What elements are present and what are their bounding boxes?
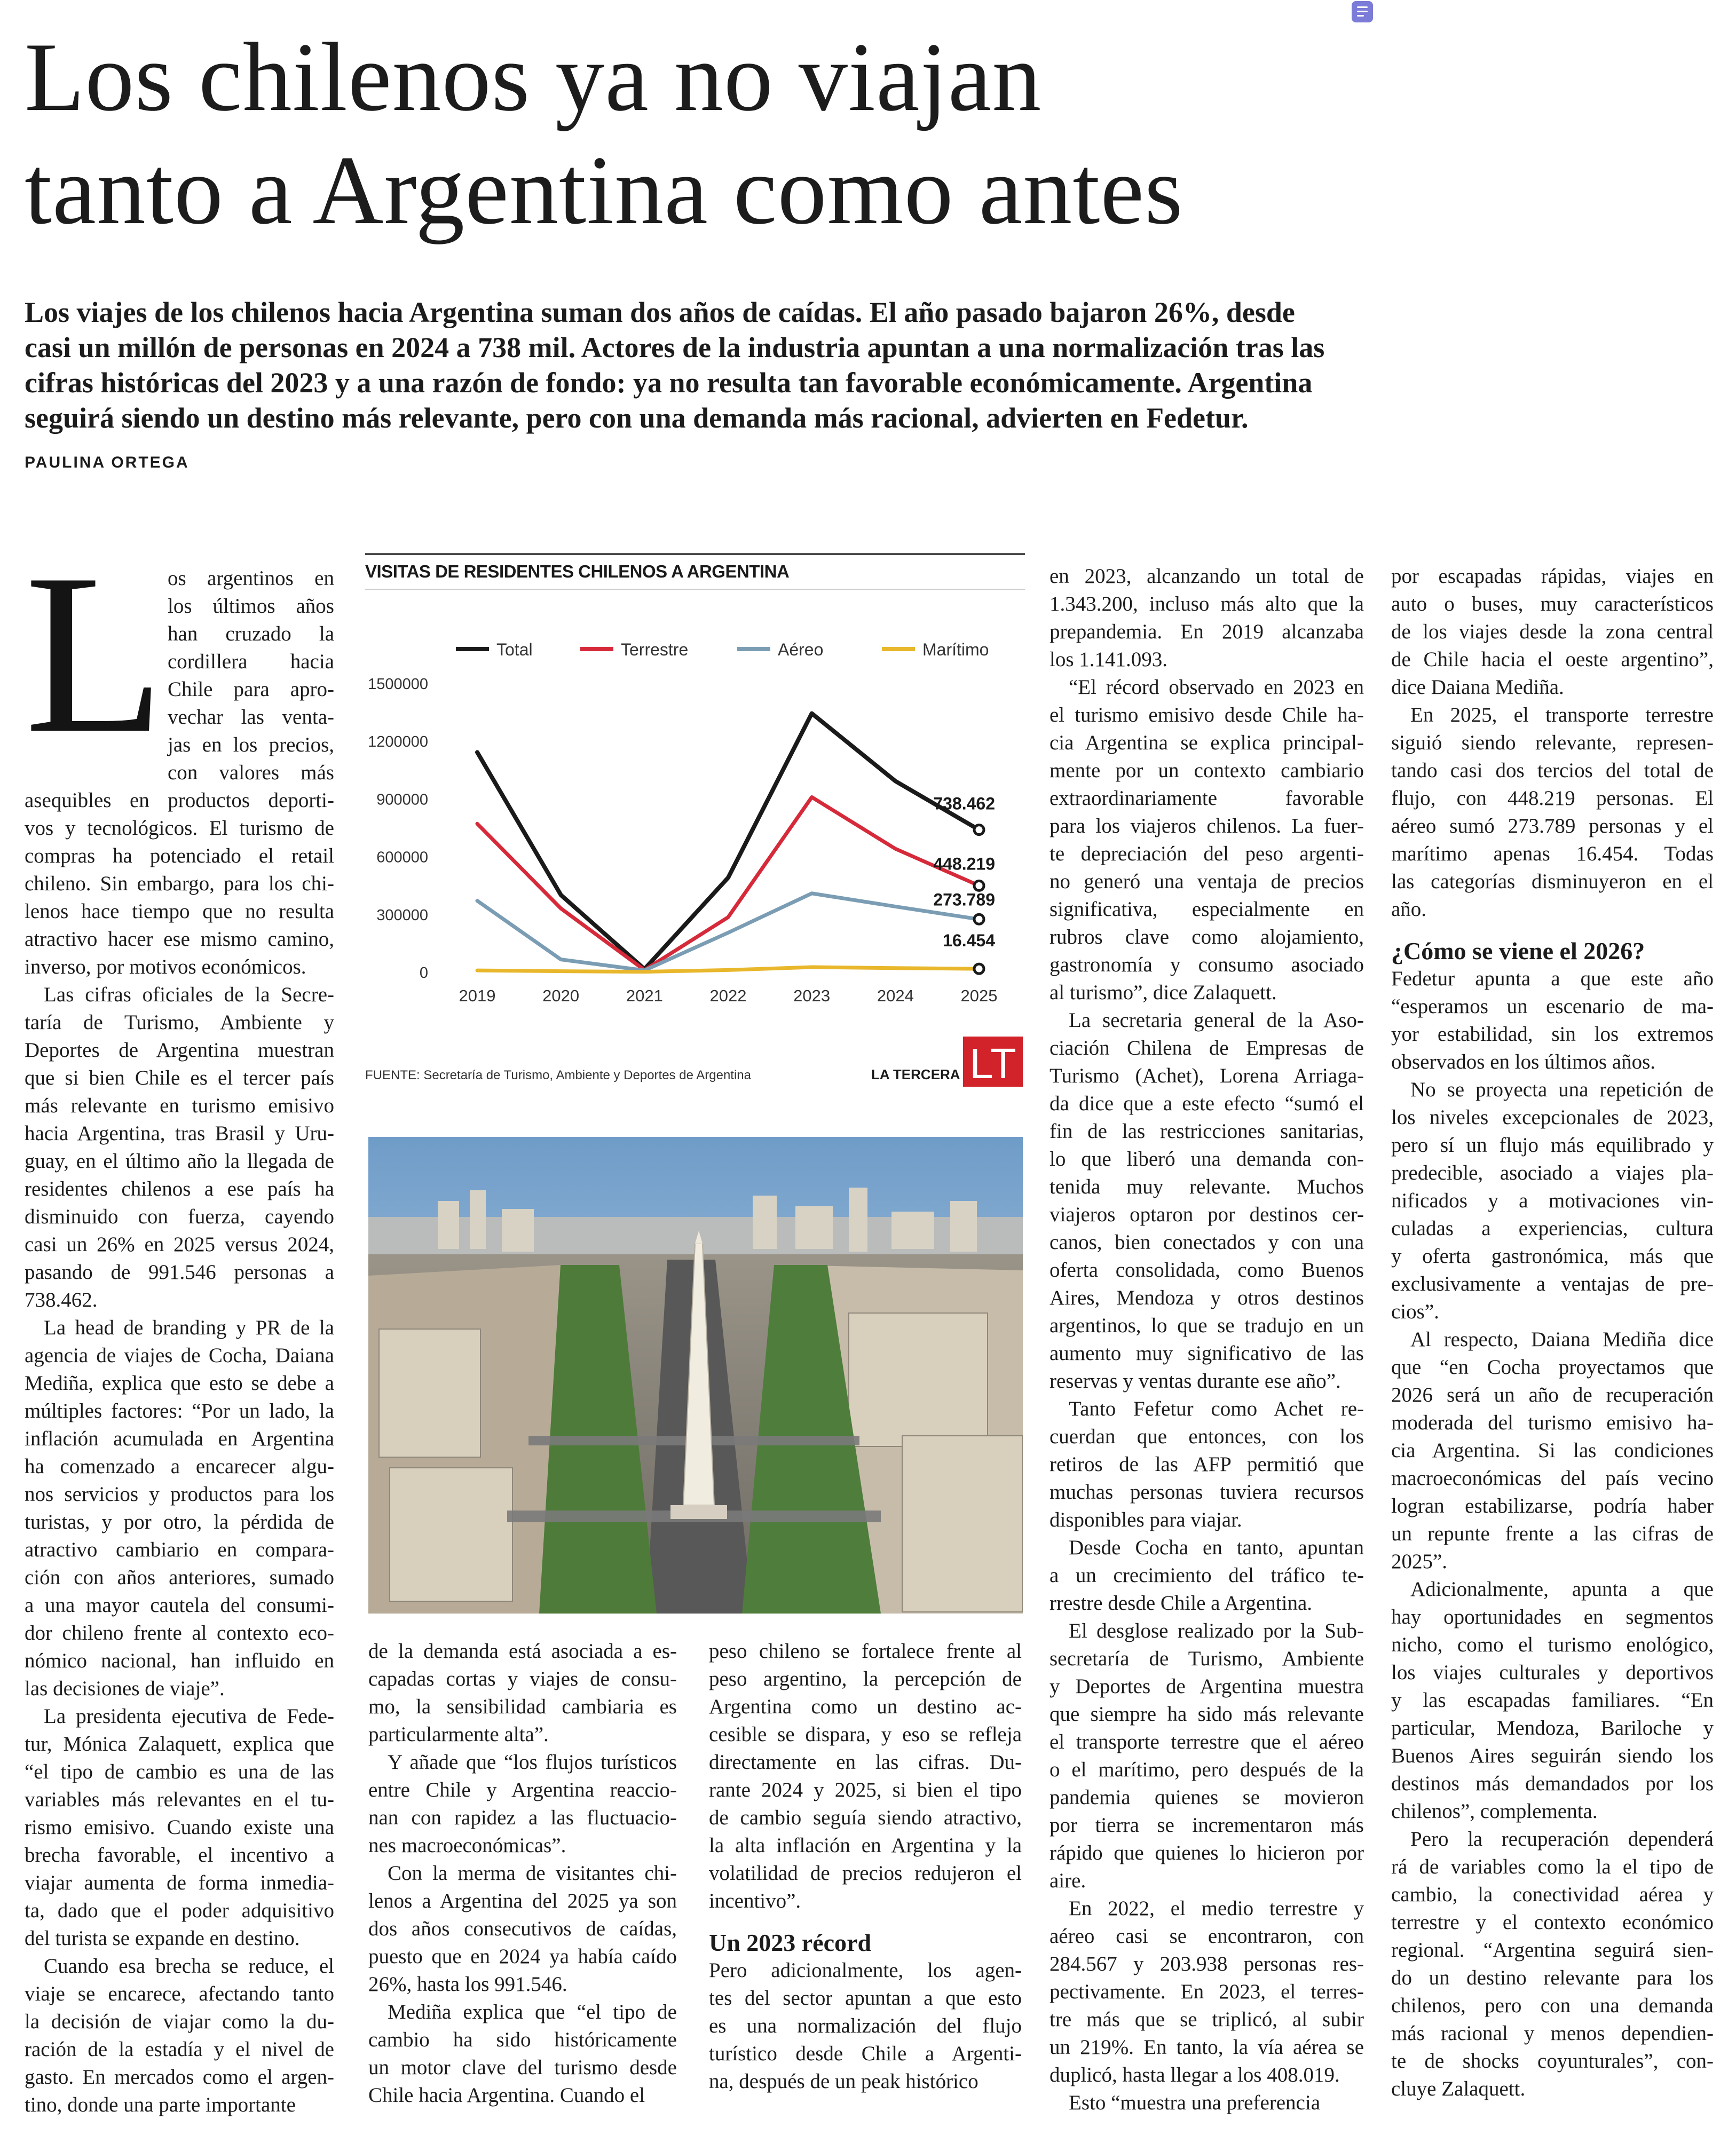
article-line: las categorías disminuyeron en el	[1391, 870, 1714, 893]
y-tick-label: 600000	[376, 849, 428, 866]
article-line: pero sí un flujo más equilibrado y	[1391, 1134, 1714, 1157]
article-line: inflación acumulada en Argentina	[25, 1427, 334, 1450]
lede-line: casi un millón de personas en 2024 a 738 mil. Actores de la industria apuntan a una normalización tras las	[25, 331, 1325, 363]
article-line: más relevante en turismo emisivo	[25, 1094, 334, 1117]
article-line: 738.462.	[25, 1288, 98, 1311]
article-line: o el marítimo, pero después de la	[1050, 1758, 1364, 1781]
article-line: do un destino relevante para los	[1391, 1966, 1714, 1989]
article-line: cia Argentina. Si las condiciones	[1391, 1439, 1714, 1462]
article-line: y Deportes de Argentina muestra	[1050, 1675, 1364, 1698]
article-line: regional. “Argentina seguirá sien-	[1391, 1939, 1714, 1962]
article-line: “esperamos un escenario de ma-	[1391, 995, 1714, 1018]
article-line: aéreo casi se encontraron, con	[1050, 1925, 1364, 1948]
article-line: incentivo”.	[709, 1889, 801, 1912]
article-line: dice Daiana Mediña.	[1391, 676, 1564, 699]
article-line: han cruzado la	[168, 622, 334, 645]
article-line: los últimos años	[168, 595, 334, 618]
article-line: No se proyecta una repetición de	[1410, 1078, 1714, 1101]
article-line: ción con años anteriores, sumado	[25, 1566, 334, 1589]
lede-line: Los viajes de los chilenos hacia Argentina suman dos años de caídas. El año pasado bajaron 26%, desde	[25, 296, 1295, 328]
article-line: asequibles en productos deporti-	[25, 789, 334, 812]
article-line: dos años consecutivos de caídas,	[368, 1917, 677, 1940]
article-line: nan con rapidez a las fluctuacio-	[368, 1806, 677, 1829]
article-line: aéreo sumó 273.789 personas y el	[1391, 815, 1714, 837]
article-line: un 219%. En tanto, la vía aérea se	[1050, 2036, 1364, 2059]
article-line: casi un 26% en 2025 versus 2024,	[25, 1233, 334, 1256]
article-line: de la demanda está asociada a es-	[368, 1640, 677, 1663]
article-line: Tanto Fefetur como Achet re-	[1069, 1397, 1364, 1420]
article-line: que siempre ha sido más relevante	[1050, 1703, 1364, 1726]
article-line: aumento muy significativo de las	[1050, 1342, 1364, 1365]
article-line: viajeros optaron por destinos cer-	[1050, 1203, 1364, 1226]
article-line: Cuando esa brecha se reduce, el	[44, 1955, 334, 1978]
article-line: moderada del turismo emisivo ha-	[1391, 1411, 1714, 1434]
headline-line: Los chilenos ya no viajan	[25, 22, 1042, 131]
article-line: la decisión de viajar como la du-	[25, 2010, 334, 2033]
article-line: con valores más	[168, 761, 334, 784]
headline	[25, 20, 1183, 247]
line-chart	[365, 553, 1025, 1087]
article-line: rismo emisivo. Cuando existe una	[25, 1816, 334, 1839]
article-line: tes del sector apuntan a que esto	[709, 1987, 1022, 2010]
article-line: variables más relevantes en el tu-	[25, 1788, 334, 1811]
article-line: de Chile hacia el oeste argentino”,	[1391, 648, 1714, 671]
lede	[25, 295, 1324, 436]
article-line: Turismo (Achet), Lorena Arriaga-	[1050, 1064, 1364, 1087]
article-line: ta, dado que el poder adquisitivo	[25, 1899, 334, 1922]
article-line: duplicó, hasta llegar a los 408.019.	[1050, 2063, 1340, 2086]
article-line: cuerdan que entonces, con los	[1050, 1425, 1364, 1448]
article-line: Desde Cocha en tanto, apuntan	[1069, 1536, 1364, 1559]
article-line: un motor clave del turismo desde	[368, 2056, 677, 2079]
article-line: tenida muy relevante. Muchos	[1050, 1175, 1364, 1198]
article-line: tando casi dos tercios del total de	[1391, 759, 1714, 782]
article-line: al turismo”, dice Zalaquett.	[1050, 981, 1277, 1004]
article-line: jas en los precios,	[168, 733, 334, 756]
article-line: a un crecimiento del tráfico te-	[1050, 1564, 1364, 1587]
article-line: terrestre y el contexto económico	[1391, 1911, 1714, 1934]
legend-label: Terrestre	[621, 640, 689, 659]
byline: PAULINA ORTEGA	[25, 454, 190, 471]
headline-line: tanto a Argentina como antes	[25, 136, 1183, 244]
article-line: hacia Argentina, tras Brasil y Uru-	[25, 1122, 334, 1145]
article-line: Buenos Aires seguirán siendo los	[1391, 1744, 1714, 1767]
article-line: nos servicios y productos para los	[25, 1483, 334, 1506]
article-line: el turismo emisivo desde Chile ha-	[1050, 703, 1364, 726]
article-line: de los viajes desde la zona central	[1391, 620, 1714, 643]
series-line-2	[477, 893, 979, 970]
article-line: lo que liberó una demanda con-	[1050, 1148, 1364, 1171]
article-line: viaje se encarece, afectando tanto	[25, 1982, 334, 2005]
y-tick-label: 1500000	[368, 676, 428, 693]
article-line: Deportes de Argentina muestran	[25, 1039, 334, 1062]
article-line: flujo, con 448.219 personas. El	[1391, 787, 1714, 810]
article-line: Fedetur apunta a que este año	[1391, 967, 1714, 990]
article-line: mente por un contexto cambiario	[1050, 759, 1364, 782]
article-line: rá de variables como la el tipo de	[1391, 1855, 1714, 1878]
article-line: ha comenzado a encarecer algu-	[25, 1455, 334, 1478]
x-tick-label: 2019	[459, 986, 496, 1005]
article-line: yor estabilidad, sin los extremos	[1391, 1023, 1714, 1046]
article-line: directamente en las cifras. Du-	[709, 1751, 1022, 1774]
article-line: En 2025, el transporte terrestre	[1410, 703, 1714, 726]
article-line: entre Chile y Argentina reaccio-	[368, 1778, 677, 1801]
article-line: compras ha potenciado el retail	[25, 844, 334, 867]
article-line: exclusivamente a ventajas de pre-	[1391, 1272, 1714, 1295]
article-line: es una normalización del flujo	[709, 2014, 1022, 2037]
section-heading: Un 2023 récord	[709, 1929, 872, 1956]
article-line: chilenos”, complementa.	[1391, 1800, 1598, 1823]
article-line: extraordinariamente favorable	[1050, 787, 1364, 810]
article-line: cesible se dispara, y eso se refleja	[709, 1723, 1022, 1746]
article-line: Las cifras oficiales de la Secre-	[44, 983, 334, 1006]
article-line: más racional y menos dependien-	[1391, 2022, 1714, 2045]
article-line: culadas a experiencias, cultura	[1391, 1217, 1714, 1240]
article-line: puesto que en 2024 ya había caído	[368, 1945, 677, 1968]
article-line: 2025”.	[1391, 1550, 1448, 1573]
article-line: prepandemia. En 2019 alcanzaba	[1050, 620, 1364, 643]
article-line: Pero adicionalmente, los agen-	[709, 1959, 1022, 1982]
article-line: cia Argentina se explica principal-	[1050, 731, 1364, 754]
article-line: 2026 será un año de recuperación	[1391, 1383, 1714, 1406]
article-line: pasando de 991.546 personas a	[25, 1261, 334, 1284]
article-line: lenos hace tiempo que no resulta	[25, 900, 334, 923]
obelisco-photo	[368, 1137, 1023, 1614]
chart-credit: LA TERCERA	[871, 1066, 960, 1082]
article-line: del turista se expande en destino.	[25, 1927, 300, 1950]
article-line: año.	[1391, 898, 1427, 921]
article-line: siguió siendo relevante, represen-	[1391, 731, 1714, 754]
x-tick-label: 2024	[877, 986, 914, 1005]
article-line: significativa, especialmente en	[1050, 898, 1364, 921]
article-line: vos y tecnológicos. El turismo de	[25, 817, 334, 840]
article-line: observados en los últimos años.	[1391, 1050, 1656, 1073]
article-line: taría de Turismo, Ambiente y	[25, 1011, 334, 1034]
article-line: te de shocks coyunturales”, con-	[1391, 2050, 1714, 2073]
article-line: da dice que a este efecto “sumó el	[1050, 1092, 1364, 1115]
article-line: peso chileno se fortalece frente al	[709, 1640, 1022, 1663]
article-line: cambio, la conectividad aérea y	[1391, 1883, 1714, 1906]
article-line: Pero la recuperación dependerá	[1410, 1828, 1714, 1851]
end-value-label: 448.219	[933, 854, 995, 874]
article-line: retiros de las AFP permitió que	[1050, 1453, 1364, 1476]
x-tick-label: 2023	[793, 986, 831, 1005]
article-line: 1.343.200, incluso más alto que la	[1050, 592, 1364, 615]
article-line: Con la merma de visitantes chi-	[388, 1862, 677, 1885]
article-line: rápido que quienes lo hicieron por	[1050, 1841, 1364, 1864]
article-line: marítimo apenas 16.454. Todas	[1391, 842, 1714, 865]
article-line: peso argentino, la percepción de	[709, 1667, 1022, 1690]
article-line: mo, la sensibilidad cambiaria es	[368, 1695, 677, 1718]
article-line: te depreciación del peso argenti-	[1050, 842, 1364, 865]
notes-app-icon[interactable]	[1352, 1, 1373, 22]
article-line: vechar las venta-	[168, 706, 334, 729]
article-line: reservas y ventas durante ese año”.	[1050, 1370, 1341, 1393]
article-line: fin de las restricciones sanitarias,	[1050, 1120, 1364, 1143]
article-line: canos, bien conectados y con una	[1050, 1231, 1364, 1254]
x-tick-label: 2020	[542, 986, 580, 1005]
article-line: 284.567 y 203.938 personas res-	[1050, 1952, 1364, 1975]
article-line: En 2022, el medio terrestre y	[1069, 1897, 1364, 1920]
article-line: que “en Cocha proyectamos que	[1391, 1356, 1714, 1379]
article-line: predecible, asociado a viajes pla-	[1391, 1161, 1714, 1184]
article-line: para los viajeros chilenos. La fuer-	[1050, 815, 1364, 837]
article-line: capadas cortas y viajes de consu-	[368, 1667, 677, 1690]
article-line: tre más que se triplicó, al subir	[1050, 2008, 1364, 2031]
obelisco-illustration	[368, 1137, 1023, 1614]
article-line: y oferta gastronómica, más que	[1391, 1245, 1714, 1268]
article-line: oferta consolidada, como Buenos	[1050, 1259, 1364, 1282]
article-line: La head de branding y PR de la	[44, 1316, 334, 1339]
article-line: Argentina como un destino ac-	[709, 1695, 1022, 1718]
x-tick-label: 2022	[709, 986, 747, 1005]
article-line: Aires, Mendoza y otros destinos	[1050, 1286, 1364, 1309]
series-line-3	[477, 967, 979, 972]
legend-label: Aéreo	[778, 640, 824, 659]
article-line: los viajes culturales y deportivos	[1391, 1661, 1714, 1684]
article-line: residentes chilenos a ese país ha	[25, 1177, 334, 1200]
article-line: guay, en el último año la llegada de	[25, 1150, 334, 1173]
article-line: el transporte terrestre que el aéreo	[1050, 1730, 1364, 1753]
article-line: que si bien Chile es el tercer país	[25, 1066, 334, 1089]
article-line: ciación Chilena de Empresas de	[1050, 1037, 1364, 1059]
article-line: disminuido con fuerza, cayendo	[25, 1205, 334, 1228]
article-line: la alta inflación en Argentina y la	[709, 1834, 1022, 1857]
article-line: “el tipo de cambio es una de las	[25, 1760, 334, 1783]
article-line: El desglose realizado por la Sub-	[1069, 1619, 1364, 1642]
end-value-label: 16.454	[943, 931, 995, 951]
series-end-marker	[974, 881, 984, 890]
article-line: Esto “muestra una preferencia	[1069, 2091, 1321, 2114]
article-line: gastronomía y consumo asociado	[1050, 953, 1364, 976]
article-line: hay oportunidades en segmentos	[1391, 1606, 1714, 1628]
article-line: atractivo cambiario en compara-	[25, 1538, 334, 1561]
y-tick-label: 900000	[376, 791, 428, 809]
chart-svg	[365, 553, 1025, 1087]
article-line: los 1.141.093.	[1050, 648, 1168, 671]
article-line: no generó una ventaja de precios	[1050, 870, 1364, 893]
article-line: Y añade que “los flujos turísticos	[388, 1751, 677, 1774]
series-end-marker	[974, 825, 984, 835]
article-line: rante 2024 y 2025, si bien el tipo	[709, 1778, 1022, 1801]
article-line: logran estabilizarse, podría haber	[1391, 1494, 1714, 1517]
article-line: turístico desde Chile a Argenti-	[709, 2042, 1022, 2065]
series-end-marker	[974, 964, 984, 974]
end-value-label: 273.789	[933, 890, 995, 910]
article-line: cambio ha sido históricamente	[368, 2028, 677, 2051]
section-heading: ¿Cómo se viene el 2026?	[1391, 937, 1645, 964]
article-line: cordillera hacia	[168, 650, 334, 673]
y-tick-label: 300000	[376, 906, 428, 924]
article-line: cluye Zalaquett.	[1391, 2077, 1526, 2100]
article-line: turistas, y por otro, la pérdida de	[25, 1511, 334, 1533]
legend-label: Marítimo	[922, 640, 989, 659]
article-line: muchas personas tuviera recursos	[1050, 1481, 1364, 1504]
article-line: de cambio seguía siendo atractivo,	[709, 1806, 1022, 1829]
article-line: pandemia quienes se movieron	[1050, 1786, 1364, 1809]
article-line: nes macroeconómicas”.	[368, 1834, 566, 1857]
article-line: atractivo hacer ese mismo camino,	[25, 928, 334, 951]
article-line: un repunte frente a las cifras de	[1391, 1522, 1714, 1545]
x-tick-label: 2021	[626, 986, 663, 1005]
article-line: chileno. Sin embargo, para los chi-	[25, 872, 334, 895]
article-line: macroeconómicas del país vecino	[1391, 1467, 1714, 1490]
article-line: argentinos, lo que se tradujo en un	[1050, 1314, 1364, 1337]
article-line: particularmente alta”.	[368, 1723, 549, 1746]
article-line: gasto. En mercados como el argen-	[25, 2066, 334, 2089]
drop-cap: L	[25, 527, 165, 781]
article-line: a una mayor cautela del consumi-	[25, 1594, 334, 1617]
article-line: inverso, por motivos económicos.	[25, 955, 306, 978]
article-line: dor chileno frente al contexto eco-	[25, 1622, 334, 1644]
lede-line: cifras históricas del 2023 y a una razón de fondo: ya no resulta tan favorable económicamente. Argentina	[25, 367, 1313, 399]
lede-line: seguirá siendo un destino más relevante, pero con una demanda más racional, advierten en Fedetur.	[25, 402, 1249, 434]
article-line: múltiples factores: “Por un lado, la	[25, 1399, 334, 1422]
article-line: por escapadas rápidas, viajes en	[1391, 565, 1714, 588]
x-tick-label: 2025	[960, 986, 998, 1005]
article-line: aire.	[1050, 1869, 1086, 1892]
article-line: pectivamente. En 2023, el terres-	[1050, 1980, 1364, 2003]
article-line: brecha favorable, el incentivo a	[25, 1844, 334, 1867]
series-end-marker	[974, 914, 984, 924]
article-line: rrestre desde Chile a Argentina.	[1050, 1592, 1313, 1615]
article-line: cios”.	[1391, 1300, 1439, 1323]
article-line: 26%, hasta los 991.546.	[368, 1973, 567, 1996]
article-line: Chile para apro-	[168, 678, 334, 701]
la-tercera-logo: LT	[969, 1040, 1016, 1087]
article-line: nificados y a motivaciones vin-	[1391, 1189, 1714, 1212]
end-value-label: 738.462	[933, 794, 995, 813]
article-line: na, después de un peak histórico	[709, 2070, 979, 2093]
article-line: chilenos, pero con una demanda	[1391, 1994, 1714, 2017]
article-line: nómico nacional, han influido en	[25, 1649, 334, 1672]
article-line: secretaría de Turismo, Ambiente	[1050, 1647, 1364, 1670]
article-line: ración de la estadía y el nivel de	[25, 2038, 334, 2061]
article-line: os argentinos en	[168, 567, 334, 590]
article-line: en 2023, alcanzando un total de	[1050, 565, 1364, 588]
article-line: las decisiones de viaje”.	[25, 1677, 225, 1700]
chart-title: VISITAS DE RESIDENTES CHILENOS A ARGENTINA	[365, 562, 790, 581]
article-line: Al respecto, Daiana Mediña dice	[1410, 1328, 1714, 1351]
article-line: por tierra se incrementaron más	[1050, 1814, 1364, 1837]
article-line: auto o buses, muy característicos	[1391, 592, 1714, 615]
article-line: volatilidad de precios redujeron el	[709, 1862, 1022, 1885]
article-line: viajar aumenta de forma inmedia-	[25, 1871, 334, 1894]
article-line: Mediña explica que “el tipo de	[388, 2000, 677, 2023]
article-line: agencia de viajes de Cocha, Daiana	[25, 1344, 334, 1367]
article-line: y las escapadas familiares. “En	[1391, 1689, 1714, 1712]
legend-label: Total	[496, 640, 533, 659]
article-line: rubros clave como alojamiento,	[1050, 926, 1364, 948]
article-line: nicho, como el turismo enológico,	[1391, 1633, 1714, 1656]
article-line: La presidenta ejecutiva de Fede-	[44, 1705, 334, 1728]
article-line: Mediña, explica que esto se debe a	[25, 1372, 334, 1395]
article-line: tur, Mónica Zalaquett, explica que	[25, 1733, 334, 1756]
article-line: Adicionalmente, apunta a que	[1410, 1578, 1714, 1601]
article-line: disponibles para viajar.	[1050, 1508, 1242, 1531]
article-line: destinos más demandados por los	[1391, 1772, 1714, 1795]
chart-source: FUENTE: Secretaría de Turismo, Ambiente y Deportes de Argentina	[365, 1068, 751, 1082]
article-line: lenos a Argentina del 2025 ya son	[368, 1889, 677, 1912]
article-line: tino, donde una parte importante	[25, 2093, 296, 2116]
y-tick-label: 0	[419, 964, 428, 982]
article-line: Chile hacia Argentina. Cuando el	[368, 2084, 645, 2107]
article-line: los niveles excepcionales de 2023,	[1391, 1106, 1714, 1129]
article-line: La secretaria general de la Aso-	[1069, 1009, 1364, 1032]
y-tick-label: 1200000	[368, 733, 428, 751]
article-line: “El récord observado en 2023 en	[1069, 676, 1364, 699]
article-line: particular, Mendoza, Bariloche y	[1391, 1717, 1714, 1739]
